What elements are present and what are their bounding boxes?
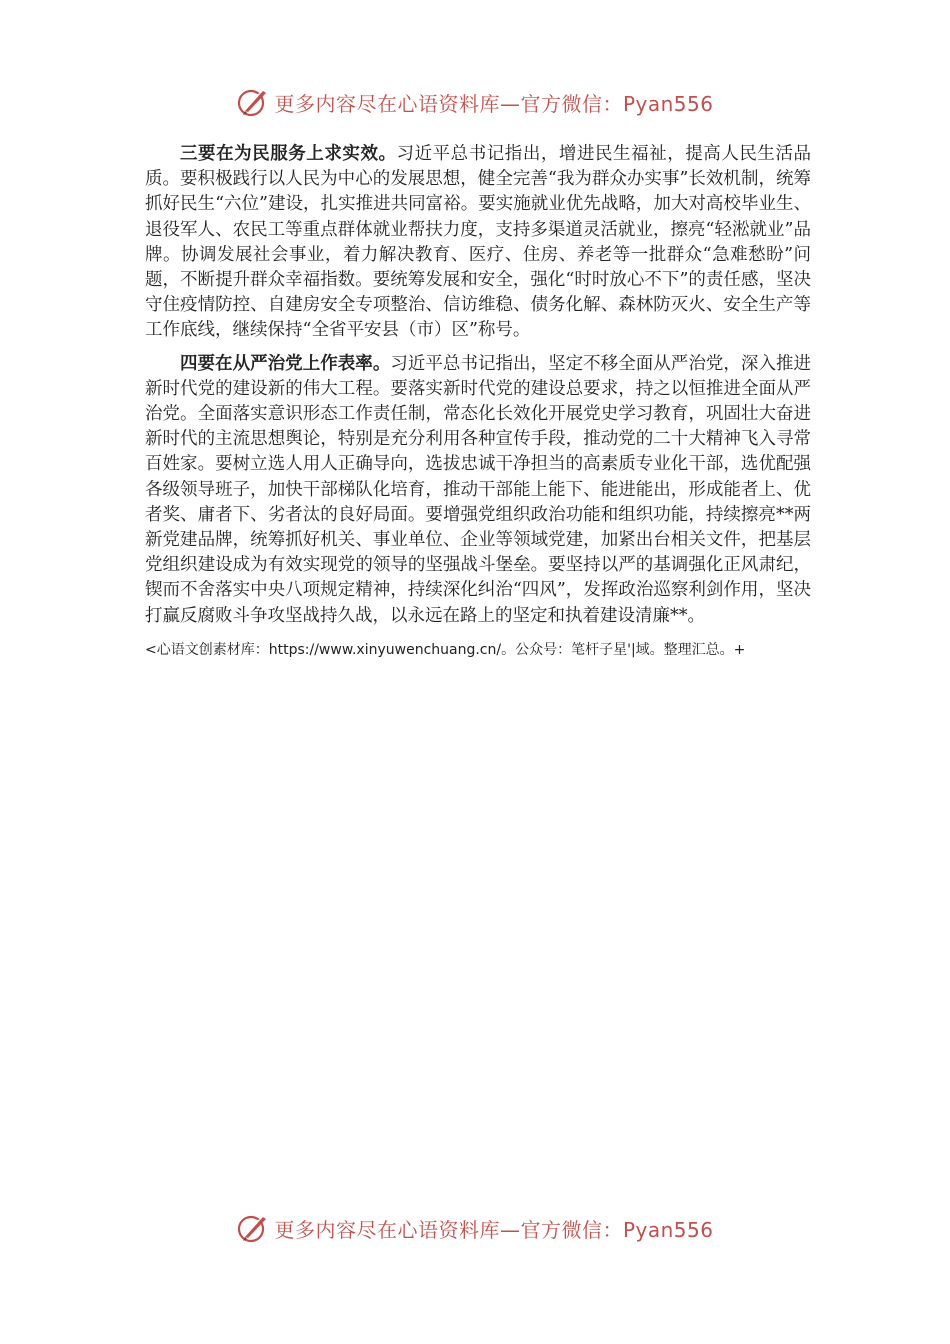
footer-banner: [0, 1208, 950, 1248]
document-body: [145, 142, 811, 661]
header-banner: [0, 82, 950, 122]
paragraph-body: 习近平总书记指出，增进民生福祉，提高人民生活品质。要积极践行以人民为中心的发展思想，健全完善“我为群众办实事”长效机制，统筹抓好民生“六位”建设，扎实推进共同富裕。要实施就业优先战略，加大对高校毕业生、退役军人、农民工等重点群体就业帮扶力度，支持多渠道灵活就业，擦亮“轻淞就业”品牌。协调发展社会事业，着力解决教育、医疗、住房、养老等一批群众“急难愁盼”问题，不断提升群众幸福指数。要统筹发展和安全，强化“时时放心不下”的责任感，坚决守住疫情防控、自建房安全专项整治、信访维稳、债务化解、森林防灭火、安全生产等工作底线，继续保持“全省平安县（市）区”称号。: [145, 144, 812, 341]
quill-pen-circle-icon: [236, 85, 270, 119]
banner-text: 更多内容尽在心语资料库—官方微信：Pyan556: [274, 1217, 714, 1242]
banner-text: 更多内容尽在心语资料库—官方微信：Pyan556: [274, 91, 714, 116]
paragraph-body: 习近平总书记指出，坚定不移全面从严治党，深入推进新时代党的建设新的伟大工程。要落实新时代党的建设总要求，持之以恒推进全面从严治党。全面落实意识形态工作责任制，常态化长效化开展党史学习教育，巩固壮大奋进新时代的主流思想舆论，特别是充分利用各种宣传手段，推动党的二十大精神飞入寻常百姓家。要树立选人用人正确导向，选拔忠诚干净担当的高素质专业化干部，选优配强各级领导班子，加快干部梯队化培育，推动干部能上能下、能进能出，形成能者上、优者奖、庸者下、劣者汰的良好局面。要增强党组织政治功能和组织功能，持续擦亮**两新党建品牌，统筹抓好机关、事业单位、企业等领域党建，加紧出台相关文件，把基层党组织建设成为有效实现党的领导的坚强战斗堡垒。要坚持以严的基调强化正风肃纪，锲而不舍落实中央八项规定精神，持续深化纠治“四风”，发挥政治巡察利剑作用，坚决打赢反腐败斗争攻坚战持久战，以永远在路上的坚定和执着建设清廉**。: [145, 353, 811, 626]
paragraph-lead: 三要在为民服务上求实效。: [180, 144, 397, 164]
source-attribution: <心语文创素材库：https://www.xinyuwenchuang.cn/。公众号：笔杆子星'|域。整理汇总。+: [145, 641, 746, 658]
paragraph-people-services: [145, 142, 811, 344]
paragraph-party-discipline: [145, 352, 811, 629]
quill-pen-circle-icon: [236, 1211, 270, 1245]
paragraph-lead: 四要在从严治党上作表率。: [180, 353, 391, 374]
